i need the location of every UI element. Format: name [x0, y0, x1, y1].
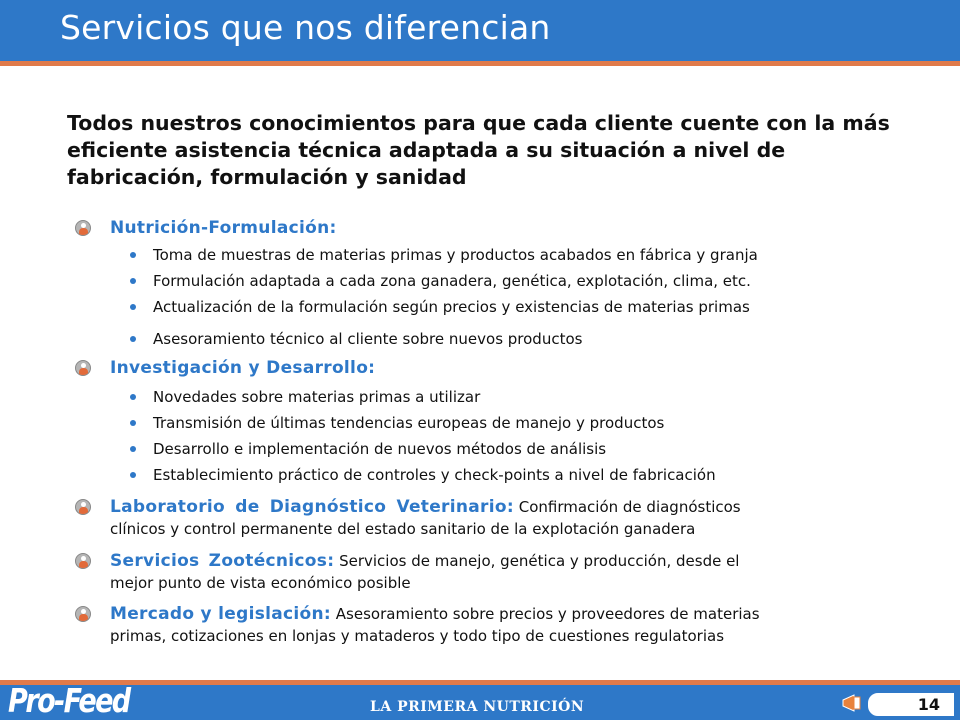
intro-text: Todos nuestros conocimientos para que cada cliente cuente con la más eficiente asistencia técnica adaptada a su situación a nivel de fabricación, formulación y sanidad — [67, 111, 890, 189]
header-divider — [0, 61, 960, 66]
list-item: Transmisión de últimas tendencias europeas de manejo y productos — [130, 410, 716, 436]
brand-logo: Pro-Feed — [8, 681, 130, 720]
list-item: Toma de muestras de materias primas y productos acabados en fábrica y granja — [130, 242, 758, 268]
list-item: Desarrollo e implementación de nuevos métodos de análisis — [130, 436, 716, 462]
bullet-dot-icon — [130, 472, 136, 478]
page-number-box — [866, 691, 956, 718]
person-icon — [75, 499, 91, 515]
person-icon — [75, 360, 91, 376]
list-item: Establecimiento práctico de controles y check-points a nivel de fabricación — [130, 462, 716, 488]
section-description-cont: primas, cotizaciones en lonjas y mataderos y todo tipo de cuestiones regulatorias — [110, 627, 725, 645]
section-title: Nutrición-Formulación: — [110, 218, 337, 238]
section-description-cont: mejor punto de vista económico posible — [110, 574, 411, 592]
section-title: Laboratorio de Diagnóstico Veterinario: — [110, 497, 514, 517]
person-icon — [75, 606, 91, 622]
bullet-dot-icon — [130, 394, 136, 400]
bullet-dot-icon — [130, 336, 136, 342]
bullet-dot-icon — [130, 278, 136, 284]
bullet-dot-icon — [130, 446, 136, 452]
section-title: Servicios Zootécnicos: — [110, 551, 335, 571]
list-item: Asesoramiento técnico al cliente sobre nuevos productos — [130, 326, 758, 352]
person-icon — [75, 553, 91, 569]
bullet-list-investigacion — [130, 384, 716, 488]
list-item: Actualización de la formulación según precios y existencias de materias primas — [130, 294, 758, 320]
section-description-cont: clínicos y control permanente del estado sanitario de la explotación ganadera — [110, 520, 696, 538]
section-description: Confirmación de diagnósticos — [518, 498, 741, 516]
list-item: Novedades sobre materias primas a utilizar — [130, 384, 716, 410]
bullet-list-nutricion — [130, 242, 758, 352]
bullet-dot-icon — [130, 420, 136, 426]
bullet-dot-icon — [130, 252, 136, 258]
section-description: Asesoramiento sobre precios y proveedores de materias — [335, 605, 760, 623]
slide-title: Servicios que nos diferencian — [60, 8, 551, 47]
page-number: 14 — [917, 695, 940, 714]
person-icon — [75, 220, 91, 236]
section-description: Servicios de manejo, genética y producción, desde el — [339, 552, 740, 570]
footer-tagline: LA PRIMERA NUTRICIÓN — [370, 699, 585, 715]
section-title: Investigación y Desarrollo: — [110, 358, 376, 378]
bullet-dot-icon — [130, 304, 136, 310]
list-item: Formulación adaptada a cada zona ganadera, genética, explotación, clima, etc. — [130, 268, 758, 294]
megaphone-icon — [840, 691, 864, 715]
section-title: Mercado y legislación: — [110, 604, 332, 624]
